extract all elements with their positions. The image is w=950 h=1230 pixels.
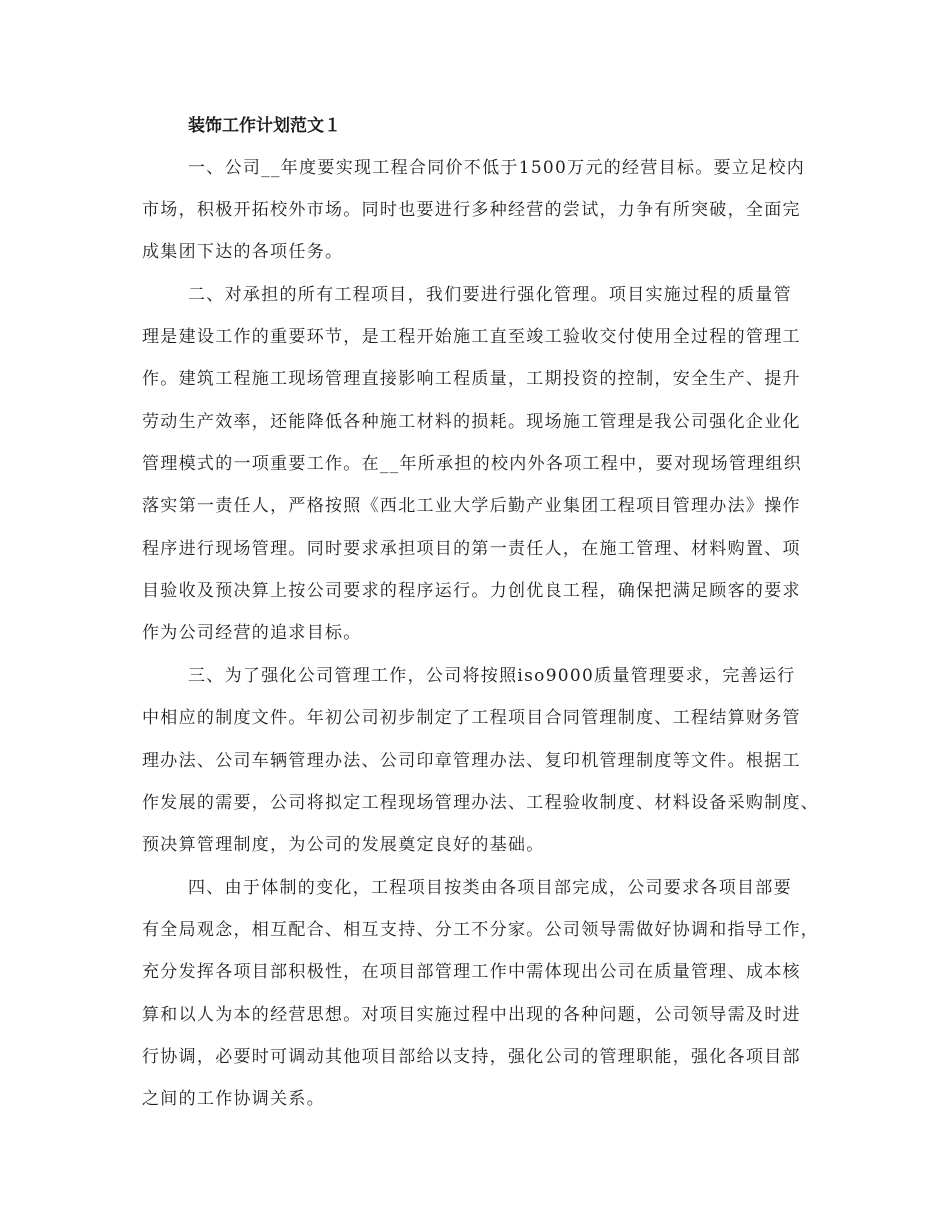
- paragraph-2-line-5: 管理模式的一项重要工作。在__年所承担的校内外各项工程中，要对现场管理组织: [142, 454, 803, 474]
- paragraph-4-line-4: 算和以人为本的经营思想。对项目实施过程中出现的各种问题，公司领导需及时进: [142, 1005, 801, 1025]
- paragraph-2-line-8: 目验收及预决算上按公司要求的程序运行。力创优良工程，确保把满足顾客的要求: [142, 581, 801, 601]
- paragraph-3-line-4: 作发展的需要，公司将拟定工程现场管理办法、工程验收制度、材料设备采购制度、: [142, 793, 820, 813]
- paragraph-4-line-1: 四、由于体制的变化，工程项目按类由各项目部完成，公司要求各项目部要: [188, 878, 792, 898]
- paragraph-2-line-6: 落实第一责任人，严格按照《西北工业大学后勤产业集团工程项目管理办法》操作: [142, 496, 801, 516]
- paragraph-3-line-3: 理办法、公司车辆管理办法、公司印章管理办法、复印机管理制度等文件。根据工: [142, 751, 801, 771]
- paragraph-2-line-9: 作为公司经营的追求目标。: [142, 623, 362, 643]
- paragraph-2-line-3: 作。建筑工程施工现场管理直接影响工程质量，工期投资的控制，安全生产、提升: [142, 369, 801, 389]
- paragraph-1-line-2: 市场，积极开拓校外市场。同时也要进行多种经营的尝试，力争有所突破，全面完: [142, 200, 801, 220]
- paragraph-2-line-4: 劳动生产效率，还能降低各种施工材料的损耗。现场施工管理是我公司强化企业化: [142, 412, 801, 432]
- paragraph-3-line-1: 三、为了强化公司管理工作，公司将按照iso9000质量管理要求，完善运行: [188, 666, 796, 686]
- document-title: 装饰工作计划范文１: [188, 116, 341, 136]
- paragraph-1-line-1: 一、公司__年度要实现工程合同价不低于1500万元的经营目标。要立足校内: [188, 158, 806, 178]
- paragraph-3-line-5: 预决算管理制度，为公司的发展奠定良好的基础。: [142, 835, 545, 855]
- paragraph-4-line-6: 之间的工作协调关系。: [142, 1089, 325, 1109]
- paragraph-1-line-3: 成集团下达的各项任务。: [142, 242, 344, 262]
- paragraph-2-line-7: 程序进行现场管理。同时要求承担项目的第一责任人，在施工管理、材料购置、项: [142, 539, 801, 559]
- paragraph-3-line-2: 中相应的制度文件。年初公司初步制定了工程项目合同管理制度、工程结算财务管: [142, 708, 801, 728]
- paragraph-2-line-2: 理是建设工作的重要环节，是工程开始施工直至竣工验收交付使用全过程的管理工: [142, 327, 801, 347]
- paragraph-2-line-1: 二、对承担的所有工程项目，我们要进行强化管理。项目实施过程的质量管: [188, 285, 792, 305]
- paragraph-4-line-2: 有全局观念，相互配合、相互支持、分工不分家。公司领导需做好协调和指导工作，: [142, 920, 820, 940]
- paragraph-4-line-5: 行协调，必要时可调动其他项目部给以支持，强化公司的管理职能，强化各项目部: [142, 1047, 801, 1067]
- paragraph-4-line-3: 充分发挥各项目部积极性，在项目部管理工作中需体现出公司在质量管理、成本核: [142, 962, 801, 982]
